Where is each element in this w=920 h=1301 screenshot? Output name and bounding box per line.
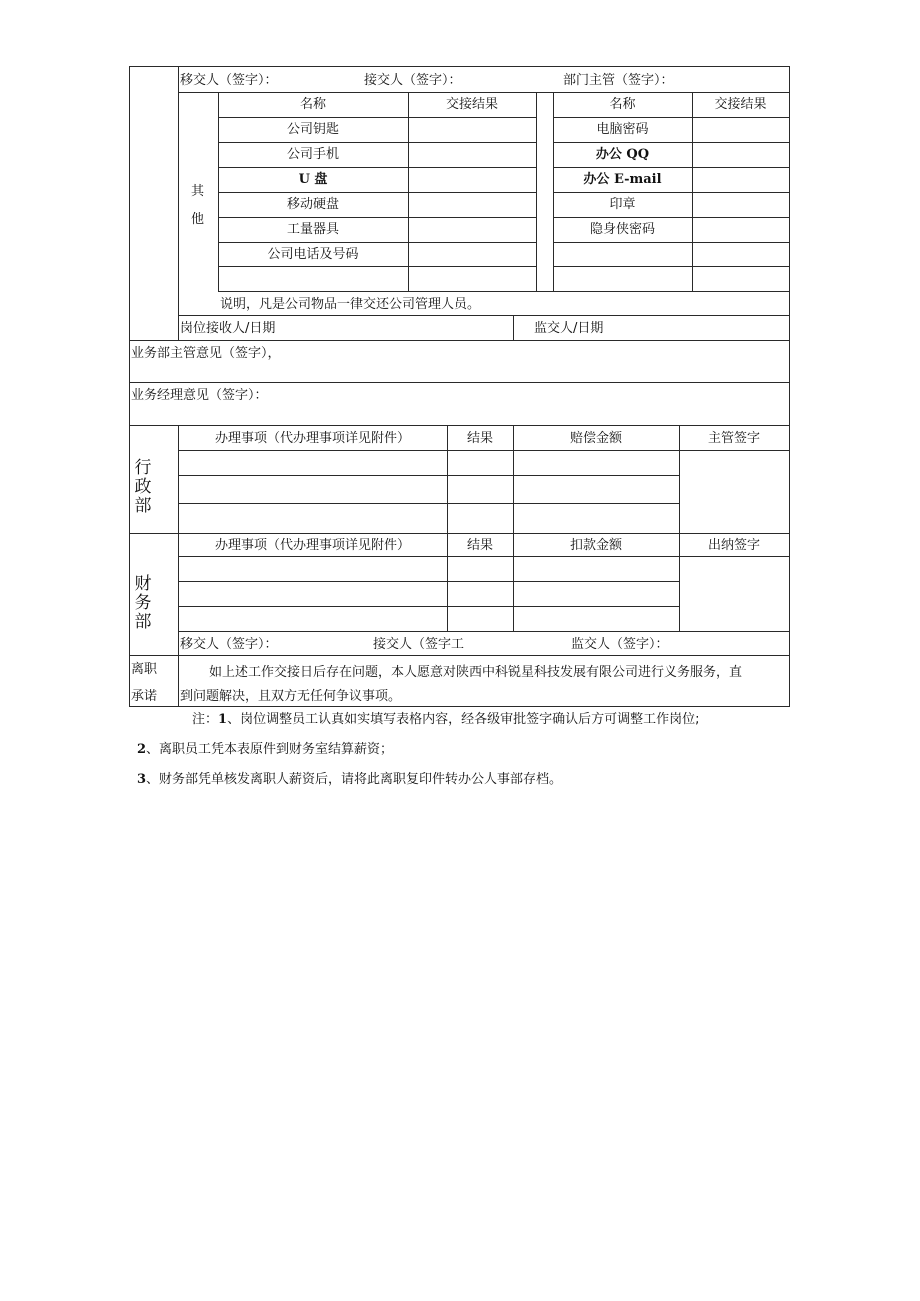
header-name-right: 名称 [609, 97, 636, 112]
resign-promise-label-2: 承诺 [131, 689, 158, 704]
bottom-receiver-sign-label: 接交人（签字工 [373, 637, 465, 652]
header-result-right: 交接结果 [714, 97, 767, 112]
others-label-2: 他 [191, 212, 205, 227]
admin-col-result: 结果 [466, 431, 493, 446]
form-border-bottom [129, 706, 790, 707]
note-2: 2、离职员工凭本表原件到财务室结算薪资； [137, 742, 394, 757]
note-3: 3、财务部凭单核发离职人薪资后，请将此离职复印件转办公人事部存档。 [137, 772, 563, 787]
supervisor-date-label: 监交人/日期 [534, 321, 604, 336]
item-yinshenxia-password: 隐身侠密码 [589, 222, 655, 237]
admin-dept-label-3: 部 [134, 496, 152, 516]
admin-col-sign: 主管签字 [707, 431, 760, 446]
form-border-right [789, 66, 790, 706]
item-portable-disk: 移动硬盘 [286, 197, 339, 212]
receiver-sign-label: 接交人（签字）： [364, 73, 462, 88]
admin-dept-label-2: 政 [134, 477, 152, 497]
item-office-qq: 办公 QQ [595, 147, 650, 162]
item-usb-drive: U 盘 [298, 172, 328, 187]
finance-dept-label-1: 财 [134, 574, 152, 594]
finance-dept-label-3: 部 [134, 612, 152, 632]
finance-col-result: 结果 [466, 538, 493, 553]
item-measuring-tools: 工量器具 [286, 222, 339, 237]
note-1: 注：1、岗位调整员工认真如实填写表格内容，经各级审批签字确认后方可调整工作岗位; [192, 712, 700, 727]
finance-col-matter: 办理事项（代办理事项详见附件） [214, 538, 410, 553]
business-manager-opinion-label: 业务经理意见（签字）： [131, 388, 268, 403]
item-computer-password: 电脑密码 [596, 122, 649, 137]
mover-sign-label: 移交人（签字）： [180, 73, 278, 88]
post-receiver-date-label: 岗位接收人/日期 [180, 321, 276, 336]
finance-dept-label-2: 务 [134, 593, 152, 613]
finance-col-deduction: 扣款金额 [569, 538, 622, 553]
admin-dept-label-1: 行 [134, 458, 152, 478]
resign-promise-line-1: 如上述工作交接日后存在问题，本人愿意对陕西中科锐星科技发展有限公司进行义务服务，直 [209, 665, 743, 680]
col-divider [178, 66, 179, 340]
business-head-opinion-label: 业务部主管意见（签字）， [131, 346, 281, 361]
resign-promise-line-2: 到问题解决，且双方无任何争议事项。 [180, 689, 402, 704]
item-company-phone: 公司手机 [286, 147, 339, 162]
header-result-left: 交接结果 [445, 97, 498, 112]
admin-col-matter: 办理事项（代办理事项详见附件） [214, 431, 410, 446]
admin-col-compensation: 赔偿金额 [569, 431, 622, 446]
form-border-top [129, 66, 790, 67]
others-label-1: 其 [191, 184, 205, 199]
dept-head-sign-label: 部门主管（签字）： [563, 73, 674, 88]
bottom-mover-sign-label: 移交人（签字）： [180, 637, 278, 652]
form-border-left [129, 66, 130, 706]
finance-col-sign: 出纳签字 [707, 538, 760, 553]
item-company-phone-number: 公司电话及号码 [267, 247, 359, 262]
resign-promise-label-1: 离职 [131, 662, 158, 677]
item-company-key: 公司钥匙 [286, 122, 339, 137]
others-note: 说明，凡是公司物品一律交还公司管理人员。 [220, 297, 481, 312]
item-office-email: 办公 E-mail [583, 172, 662, 187]
item-seal: 印章 [609, 197, 636, 212]
header-name-left: 名称 [299, 97, 326, 112]
bottom-supervisor-sign-label: 监交人（签字）： [571, 637, 669, 652]
